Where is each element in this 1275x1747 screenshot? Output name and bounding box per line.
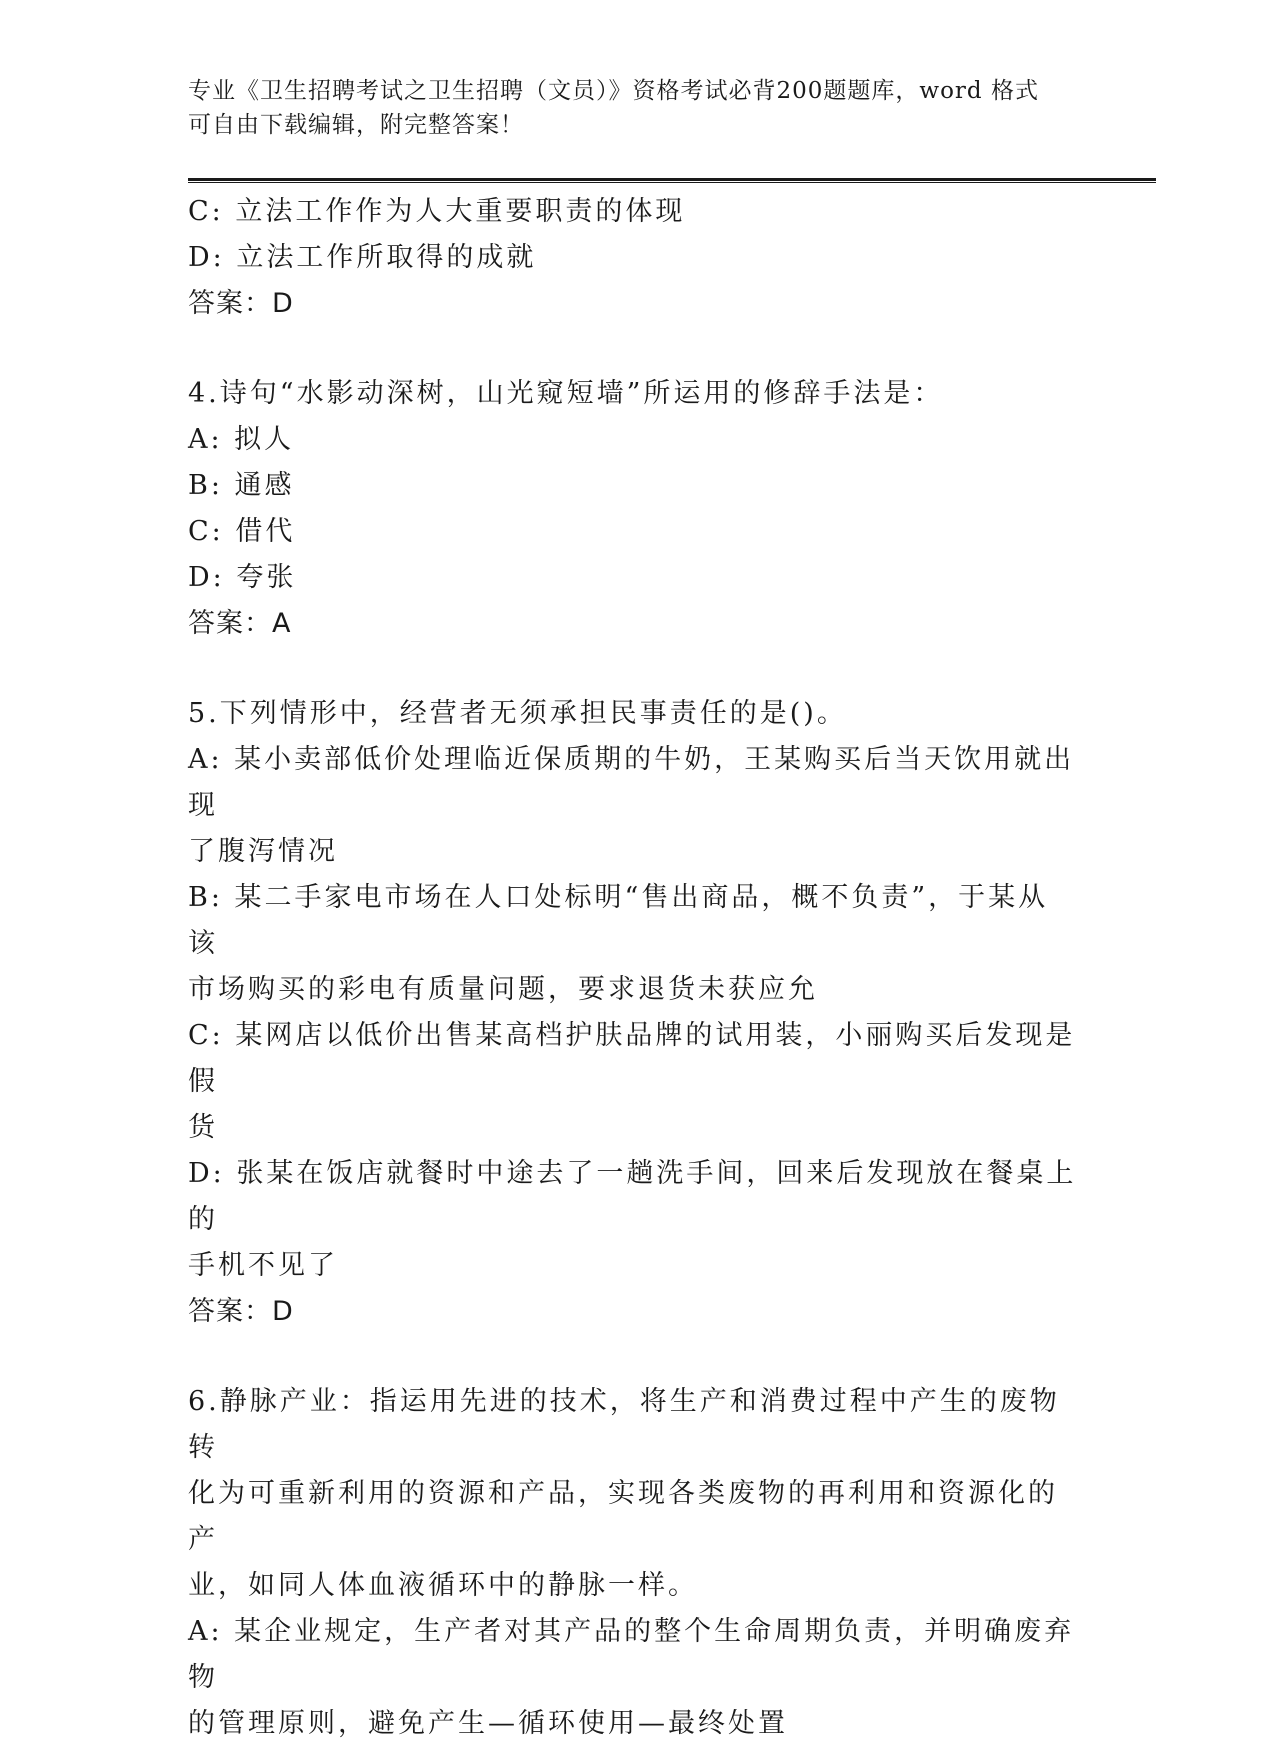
- q3-option-d: D: 立法工作所取得的成就: [188, 242, 537, 273]
- q3-answer: 答案：D: [188, 288, 294, 319]
- q5-question: 5.下列情形中，经营者无须承担民事责任的是()。: [188, 698, 847, 729]
- q6-question-cont-2: 业，如同人体血液循环中的静脉一样。: [188, 1570, 698, 1601]
- header-line-1: 专业《卫生招聘考试之卫生招聘（文员）》资格考试必背200题题库，word 格式: [188, 78, 1039, 104]
- q5-option-a-cont: 了腹泻情况: [188, 836, 338, 867]
- q5-option-b: B: 某二手家电市场在人口处标明“售出商品，概不负责”，于某从该: [188, 882, 1049, 959]
- q6-option-a: A: 某企业规定，生产者对其产品的整个生命周期负责，并明确废弃物: [188, 1616, 1075, 1693]
- q6-question-cont-1: 化为可重新利用的资源和产品，实现各类废物的再利用和资源化的产: [188, 1478, 1058, 1555]
- q5-option-d-cont: 手机不见了: [188, 1250, 338, 1281]
- header-divider: [188, 178, 1156, 183]
- q4-option-a: A: 拟人: [188, 424, 295, 455]
- q4-option-d: D: 夸张: [188, 562, 297, 593]
- q5-answer: 答案：D: [188, 1296, 294, 1327]
- q3-option-c: C: 立法工作作为人大重要职责的体现: [188, 196, 686, 227]
- q6-question: 6.静脉产业：指运用先进的技术，将生产和消费过程中产生的废物转: [188, 1386, 1060, 1463]
- question-5: [188, 691, 1078, 1335]
- q5-option-d: D: 张某在饭店就餐时中途去了一趟洗手间，回来后发现放在餐桌上的: [188, 1158, 1077, 1235]
- q5-option-b-cont: 市场购买的彩电有质量问题，要求退货未获应允: [188, 974, 818, 1005]
- spacer: [188, 327, 1078, 371]
- header-line-2: 可自由下载编辑，附完整答案！: [188, 112, 524, 138]
- q4-option-c: C: 借代: [188, 516, 296, 547]
- q5-option-c-cont: 货: [188, 1112, 218, 1143]
- q4-answer: 答案：A: [188, 608, 292, 639]
- q6-option-a-cont: 的管理原则，避免产生—循环使用—最终处置: [188, 1708, 788, 1739]
- document-body: [188, 189, 1078, 1747]
- q4-option-b: B: 通感: [188, 470, 295, 501]
- q4-question: 4.诗句“水影动深树，山光窥短墙”所运用的修辞手法是：: [188, 378, 944, 409]
- spacer: [188, 1335, 1078, 1379]
- q5-option-c: C: 某网店以低价出售某高档护肤品牌的试用装，小丽购买后发现是假: [188, 1020, 1076, 1097]
- spacer: [188, 647, 1078, 691]
- question-4: [188, 371, 1078, 647]
- question-6: [188, 1379, 1078, 1747]
- question-3-continued: [188, 189, 1078, 327]
- page-header: [188, 74, 1068, 142]
- q5-option-a: A: 某小卖部低价处理临近保质期的牛奶，王某购买后当天饮用就出现: [188, 744, 1075, 821]
